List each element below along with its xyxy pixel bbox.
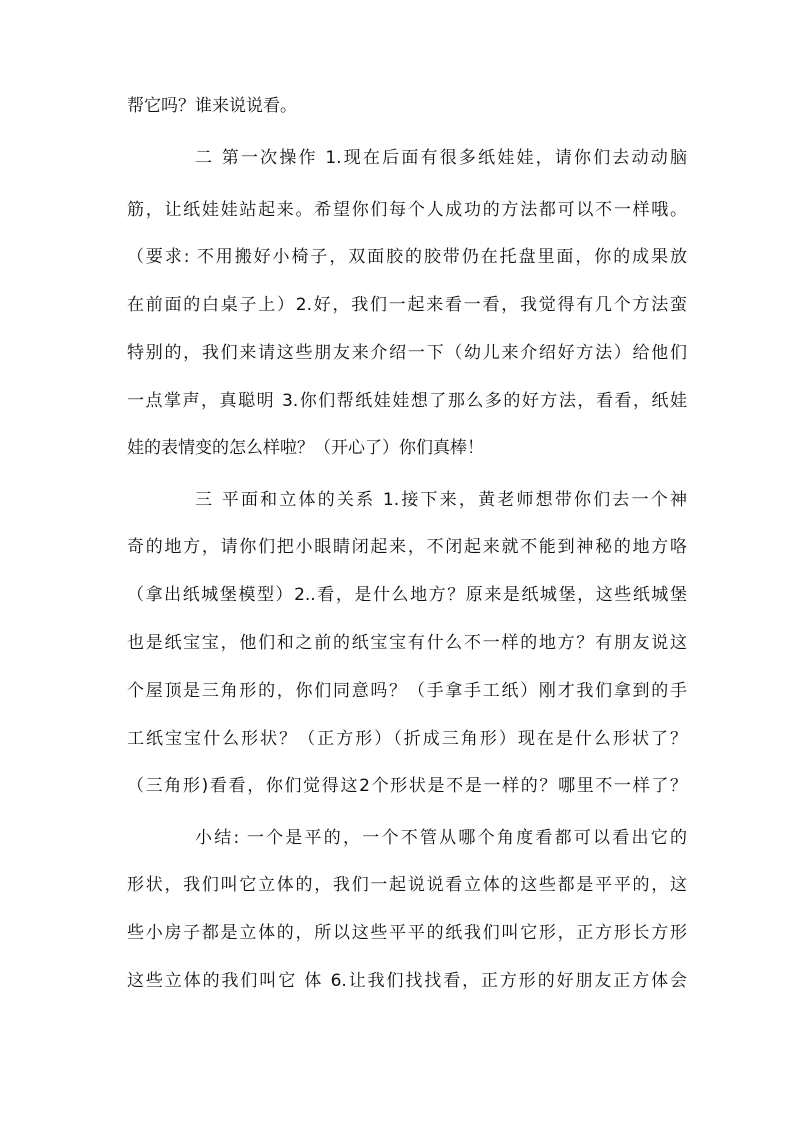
text-line: 这些立体的我们叫它 体 6.让我们找找看，正方形的好朋友正方体会 (127, 971, 687, 991)
text-line: （三角形)看看，你们觉得这2个形状是不是一样的？哪里不一样了？ (127, 776, 687, 796)
text-line: 个屋顶是三角形的，你们同意吗？（手拿手工纸）刚才我们拿到的手 (127, 681, 687, 701)
text-line: 在前面的白桌子上）2.好，我们一起来看一看，我觉得有几个方法蛮 (127, 295, 687, 315)
text-line: 筋，让纸娃娃站起来。希望你们每个人成功的方法都可以不一样哦。 (127, 200, 687, 220)
section-heading-line: 二 第一次操作 1.现在后面有很多纸娃娃，请你们去动动脑 (195, 148, 687, 168)
text-line: 娃的表情变的怎么样啦？（开心了）你们真棒！ (127, 438, 484, 458)
text-line: 一点掌声，真聪明 3.你们帮纸娃娃想了那么多的好方法，看看，纸娃 (127, 391, 687, 411)
summary-heading-line: 小结: 一个是平的，一个不管从哪个角度看都可以看出它的 (195, 828, 687, 848)
text-line: 工纸宝宝什么形状？（正方形）（折成三角形）现在是什么形状了？ (127, 729, 687, 749)
text-line: （要求: 不用搬好小椅子，双面胶的胶带仍在托盘里面，你的成果放 (127, 247, 687, 267)
text-line: 特别的，我们来请这些朋友来介绍一下（幼儿来介绍好方法）给他们 (127, 343, 687, 363)
text-line: 奇的地方，请你们把小眼睛闭起来，不闭起来就不能到神秘的地方咯 (127, 537, 687, 557)
text-line: 些小房子都是立体的，所以这些平平的纸我们叫它形，正方形长方形 (127, 923, 687, 943)
text-line: 帮它吗？谁来说说看。 (127, 96, 297, 116)
text-line: 也是纸宝宝，他们和之前的纸宝宝有什么不一样的地方？有朋友说这 (127, 633, 687, 653)
text-line: 形状，我们叫它立体的，我们一起说说看立体的这些都是平平的，这 (127, 875, 687, 895)
text-line: （拿出纸城堡模型）2..看，是什么地方？原来是纸城堡，这些纸城堡 (127, 585, 687, 605)
section-heading-line: 三 平面和立体的关系 1.接下来，黄老师想带你们去一个神 (195, 490, 687, 510)
